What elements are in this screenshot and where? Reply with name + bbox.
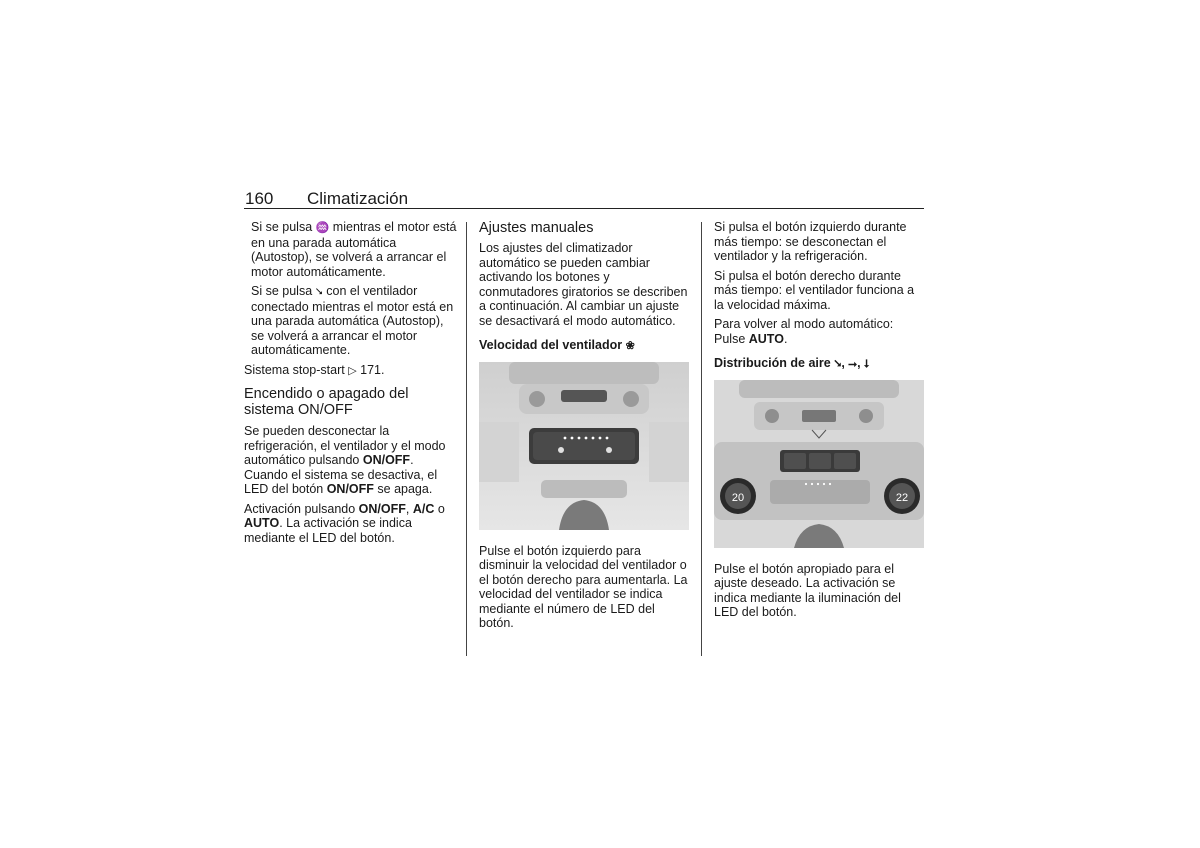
- paragraph-defrost: Si se pulsa ♒ mientras el motor está en una parada automática (Autostop), se volverá a arrancar el motor automáticamente.: [251, 220, 457, 279]
- page-reference-icon: ▷: [348, 364, 357, 377]
- figure-fan-controls: [479, 362, 689, 530]
- defrost-icon: ♒: [315, 222, 330, 234]
- paragraph-onoff: Se pueden desconectar la refrigeración, el ventilador y el modo automático pulsando ON/OFF. Cuando el sistema se desactiva, el LED del botón ON/OFF se apaga.: [244, 424, 446, 496]
- chapter-title: Climatización: [307, 189, 409, 208]
- paragraph-manual: Los ajustes del climatizador automático se pueden cambiar activando los botones y conmutadores giratorios se describen a continuación. Al cambiar un ajuste se desactivará el modo automático.: [479, 241, 688, 328]
- section-heading-manual: Ajustes manuales: [479, 220, 594, 236]
- windscreen-airflow-icon: ⭨: [834, 358, 842, 370]
- windscreen-airflow-icon: ⭨: [315, 286, 323, 298]
- paragraph-fan-speed: Pulse el botón izquierdo para disminuir la velocidad del ventilador o el botón derecho para aumentarla. La velocidad del ventilador se indica mediante el número de LED del botón.: [479, 543, 688, 630]
- paragraph-windscreen: Si se pulsa ⭨ con el ventilador conectado mientras el motor está en una parada automática (Autostop), se volverá a arrancar el motor automáticamente.: [251, 284, 454, 357]
- paragraph-right-long-press: Si pulsa el botón derecho durante más tiempo: el ventilador funciona a la velocidad máxima.: [714, 268, 915, 312]
- cross-reference: Sistema stop-start ▷ 171.: [244, 362, 385, 377]
- column-2: [479, 220, 691, 636]
- column-1: [244, 220, 458, 550]
- section-heading-onoff: Encendido o apagado del sistema ON/OFF: [244, 386, 409, 418]
- temperature-left-label: 20: [731, 491, 745, 504]
- footwell-airflow-icon: ⭣: [864, 358, 870, 370]
- header-rule: [244, 208, 924, 209]
- subheading-fan-speed: Velocidad del ventilador ❀: [479, 338, 635, 352]
- face-airflow-icon: ⭢: [848, 358, 858, 370]
- paragraph-left-long-press: Si pulsa el botón izquierdo durante más tiempo: se desconectan el ventilador y la refrigeración.: [714, 220, 907, 263]
- page-number: 160: [245, 189, 274, 208]
- page-reference-link[interactable]: 171: [360, 362, 382, 377]
- temperature-right-label: 22: [895, 491, 909, 504]
- figure-air-distribution-controls: [714, 380, 924, 548]
- column-divider-2: [701, 222, 702, 656]
- subheading-air-distribution: Distribución de aire ⭨, ⭢, ⭣: [714, 356, 870, 370]
- column-divider-1: [466, 222, 467, 656]
- paragraph-air-distribution: Pulse el botón apropiado para el ajuste deseado. La activación se indica mediante la iluminación del LED del botón.: [714, 561, 901, 619]
- column-3: [714, 220, 926, 625]
- paragraph-activation: Activación pulsando ON/OFF, A/C o AUTO. La activación se indica mediante el LED del botón.: [244, 501, 445, 545]
- fan-icon: ❀: [625, 340, 635, 352]
- paragraph-auto: Para volver al modo automático: Pulse AUTO.: [714, 317, 894, 346]
